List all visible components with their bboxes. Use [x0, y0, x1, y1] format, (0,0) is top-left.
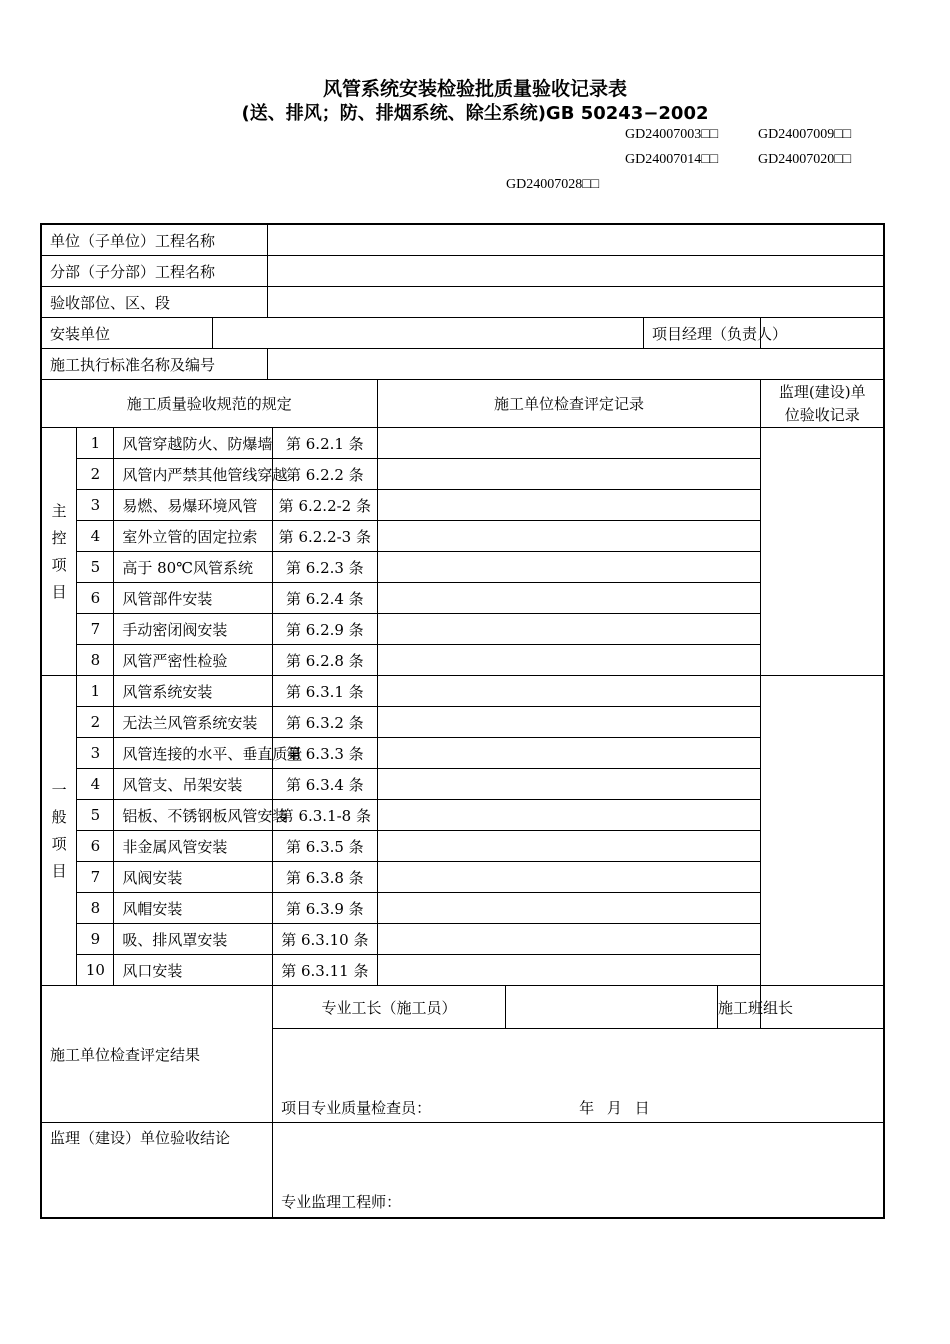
install-unit-field[interactable]: [213, 318, 644, 349]
item-name: 风管连接的水平、垂直质量: [114, 738, 273, 769]
record-field[interactable]: [377, 459, 761, 490]
acceptance-part-label: 验收部位、区、段: [41, 287, 267, 318]
foreman-field[interactable]: [505, 986, 717, 1029]
item-clause: 第 6.2.4 条: [273, 583, 377, 614]
sub-project-field[interactable]: [267, 256, 884, 287]
supervisor-record-header: [761, 380, 884, 428]
team-leader-label: 施工班组长: [717, 986, 761, 1029]
item-name: 风阀安装: [114, 862, 273, 893]
item-name: 风管严密性检验: [114, 645, 273, 676]
record-field[interactable]: [377, 955, 761, 986]
record-field[interactable]: [377, 831, 761, 862]
main-items-label: 主控项目: [41, 428, 77, 676]
item-name: 高于 80℃风管系统: [114, 552, 273, 583]
item-number: 4: [77, 769, 114, 800]
supervisor-conclusion-label: 监理（建设）单位验收结论: [41, 1123, 273, 1219]
item-number: 10: [77, 955, 114, 986]
form-code: GD24007009□□: [758, 127, 852, 142]
item-number: 6: [77, 831, 114, 862]
form-subtitle: (送、排风；防、排烟系统、除尘系统)GB 50243−2002: [241, 103, 709, 124]
item-name: 铝板、不锈钢板风管安装: [114, 800, 273, 831]
item-clause: 第 6.3.9 条: [273, 893, 377, 924]
record-field[interactable]: [377, 738, 761, 769]
item-clause: 第 6.3.10 条: [273, 924, 377, 955]
item-number: 8: [77, 645, 114, 676]
record-field[interactable]: [377, 676, 761, 707]
item-number: 3: [77, 490, 114, 521]
record-field[interactable]: [377, 707, 761, 738]
record-header: 施工单位检查评定记录: [377, 380, 761, 428]
standard-label: 施工执行标准名称及编号: [41, 349, 267, 380]
item-clause: 第 6.3.11 条: [273, 955, 377, 986]
item-clause: 第 6.2.8 条: [273, 645, 377, 676]
item-name: 风帽安装: [114, 893, 273, 924]
item-number: 8: [77, 893, 114, 924]
general-items-label: 一般项目: [41, 676, 77, 986]
unit-project-field[interactable]: [267, 224, 884, 256]
item-clause: 第 6.2.1 条: [273, 428, 377, 459]
item-name: 风管部件安装: [114, 583, 273, 614]
record-field[interactable]: [377, 521, 761, 552]
record-field[interactable]: [377, 552, 761, 583]
record-field[interactable]: [377, 893, 761, 924]
item-clause: 第 6.2.3 条: [273, 552, 377, 583]
item-name: 非金属风管安装: [114, 831, 273, 862]
spec-header: 施工质量验收规范的规定: [41, 380, 377, 428]
inspection-record-table: [40, 223, 885, 1219]
record-field[interactable]: [377, 583, 761, 614]
record-field[interactable]: [377, 769, 761, 800]
form-code: GD24007014□□: [625, 152, 719, 167]
item-name: 风管系统安装: [114, 676, 273, 707]
item-clause: 第 6.3.5 条: [273, 831, 377, 862]
item-name: 风管穿越防火、防爆墙: [114, 428, 273, 459]
item-number: 7: [77, 862, 114, 893]
item-name: 室外立管的固定拉索: [114, 521, 273, 552]
item-number: 1: [77, 428, 114, 459]
project-manager-label: 项目经理（负责人）: [643, 318, 760, 349]
supervisor-header-line2: 位验收记录: [784, 405, 860, 424]
record-field[interactable]: [377, 924, 761, 955]
item-number: 3: [77, 738, 114, 769]
item-name: 手动密闭阀安装: [114, 614, 273, 645]
item-clause: 第 6.2.9 条: [273, 614, 377, 645]
record-field[interactable]: [377, 490, 761, 521]
record-field[interactable]: [377, 645, 761, 676]
item-number: 2: [77, 707, 114, 738]
form-code: GD24007003□□: [625, 127, 719, 142]
form-code: GD24007020□□: [758, 152, 852, 167]
item-clause: 第 6.2.2-3 条: [273, 521, 377, 552]
item-number: 6: [77, 583, 114, 614]
item-number: 1: [77, 676, 114, 707]
install-unit-label: 安装单位: [41, 318, 213, 349]
item-number: 2: [77, 459, 114, 490]
unit-project-label: 单位（子单位）工程名称: [41, 224, 267, 256]
supervisor-header-line1: 监理(建设)单: [778, 382, 866, 401]
item-name: 风管支、吊架安装: [114, 769, 273, 800]
item-clause: 第 6.2.2 条: [273, 459, 377, 490]
contractor-result-label: 施工单位检查评定结果: [41, 986, 273, 1123]
item-number: 9: [77, 924, 114, 955]
record-field[interactable]: [377, 614, 761, 645]
item-number: 5: [77, 552, 114, 583]
item-name: 吸、排风罩安装: [114, 924, 273, 955]
item-name: 风管内严禁其他管线穿越: [114, 459, 273, 490]
item-name: 无法兰风管系统安装: [114, 707, 273, 738]
quality-inspector-label: 项目专业质量检查员：: [281, 1099, 432, 1117]
item-clause: 第 6.3.1 条: [273, 676, 377, 707]
item-clause: 第 6.3.8 条: [273, 862, 377, 893]
supervising-engineer-label: 专业监理工程师：: [281, 1193, 402, 1211]
item-clause: 第 6.2.2-2 条: [273, 490, 377, 521]
supervisor-main-field[interactable]: [761, 428, 884, 676]
foreman-label: 专业工长（施工员）: [273, 986, 506, 1029]
supervisor-conclusion-field[interactable]: [273, 1123, 884, 1219]
item-number: 7: [77, 614, 114, 645]
supervisor-general-field[interactable]: [761, 676, 884, 986]
form-code: GD24007028□□: [506, 177, 600, 192]
item-clause: 第 6.3.3 条: [273, 738, 377, 769]
form-title: 风管系统安装检验批质量验收记录表: [322, 78, 627, 100]
item-clause: 第 6.3.4 条: [273, 769, 377, 800]
acceptance-part-field[interactable]: [267, 287, 884, 318]
standard-field[interactable]: [267, 349, 884, 380]
item-number: 4: [77, 521, 114, 552]
date-label: 年 月 日: [579, 1099, 654, 1117]
record-field[interactable]: [377, 428, 761, 459]
record-field[interactable]: [377, 862, 761, 893]
item-number: 5: [77, 800, 114, 831]
record-field[interactable]: [377, 800, 761, 831]
item-name: 易燃、易爆环境风管: [114, 490, 273, 521]
item-name: 风口安装: [114, 955, 273, 986]
item-clause: 第 6.3.1-8 条: [273, 800, 377, 831]
sub-project-label: 分部（子分部）工程名称: [41, 256, 267, 287]
item-clause: 第 6.3.2 条: [273, 707, 377, 738]
contractor-result-field[interactable]: [273, 1029, 884, 1123]
